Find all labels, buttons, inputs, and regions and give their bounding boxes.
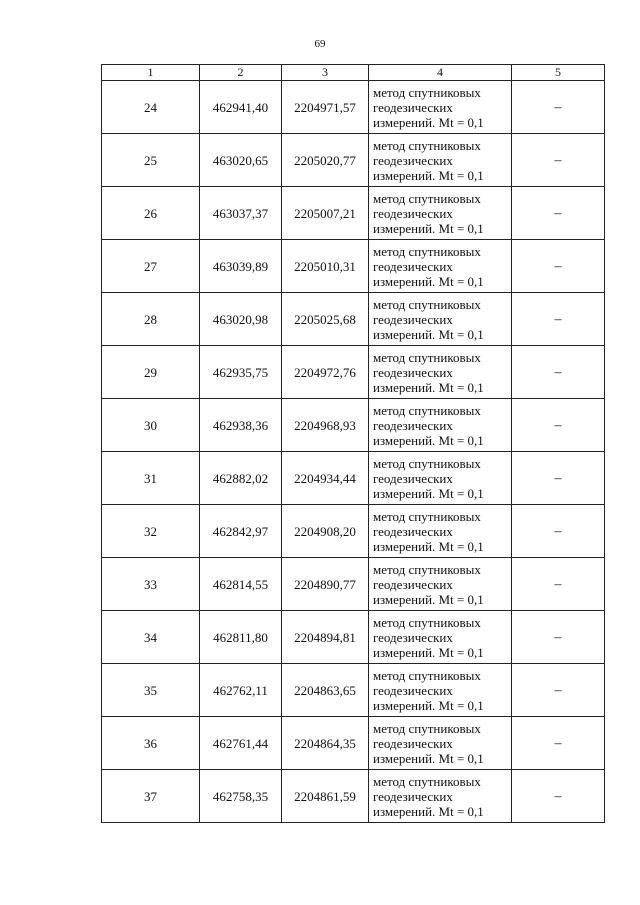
table-row xyxy=(102,664,605,717)
method-line: измерений. Mt = 0,1 xyxy=(373,379,484,395)
y-coordinate-cell: 2204908,20 xyxy=(282,505,369,558)
x-coordinate-cell: 462761,44 xyxy=(200,717,282,770)
x-coordinate-cell: 463039,89 xyxy=(200,240,282,293)
method-line: измерений. Mt = 0,1 xyxy=(373,803,484,819)
x-coordinate-cell: 462882,02 xyxy=(200,452,282,505)
method-line: измерений. Mt = 0,1 xyxy=(373,326,484,342)
point-number-cell: 34 xyxy=(102,611,200,664)
method-line: геодезических xyxy=(373,682,453,698)
table-row xyxy=(102,611,605,664)
x-coordinate-cell: 463020,98 xyxy=(200,293,282,346)
point-number-cell: 36 xyxy=(102,717,200,770)
point-number-cell: 24 xyxy=(102,81,200,134)
table-row xyxy=(102,187,605,240)
method-line: геодезических xyxy=(373,258,453,274)
method-cell xyxy=(369,240,512,293)
note-cell: – xyxy=(512,452,605,505)
method-cell xyxy=(369,558,512,611)
method-line: геодезических xyxy=(373,364,453,380)
method-line: метод спутниковых xyxy=(373,296,481,312)
method-cell xyxy=(369,134,512,187)
method-line: геодезических xyxy=(373,205,453,221)
method-cell xyxy=(369,81,512,134)
method-line: метод спутниковых xyxy=(373,773,481,789)
method-line: метод спутниковых xyxy=(373,349,481,365)
column-header: 4 xyxy=(369,65,512,81)
method-cell xyxy=(369,293,512,346)
table-row xyxy=(102,505,605,558)
method-line: геодезических xyxy=(373,470,453,486)
y-coordinate-cell: 2204861,59 xyxy=(282,770,369,823)
method-line: измерений. Mt = 0,1 xyxy=(373,538,484,554)
method-line: метод спутниковых xyxy=(373,84,481,100)
point-number-cell: 37 xyxy=(102,770,200,823)
point-number-cell: 31 xyxy=(102,452,200,505)
note-cell: – xyxy=(512,346,605,399)
method-line: геодезических xyxy=(373,629,453,645)
x-coordinate-cell: 462938,36 xyxy=(200,399,282,452)
method-line: метод спутниковых xyxy=(373,137,481,153)
table-header-row xyxy=(102,65,605,81)
column-header: 5 xyxy=(512,65,605,81)
note-cell: – xyxy=(512,505,605,558)
note-cell: – xyxy=(512,81,605,134)
method-line: измерений. Mt = 0,1 xyxy=(373,644,484,660)
table-row xyxy=(102,240,605,293)
method-cell xyxy=(369,452,512,505)
method-line: измерений. Mt = 0,1 xyxy=(373,485,484,501)
table-row xyxy=(102,770,605,823)
method-line: геодезических xyxy=(373,576,453,592)
y-coordinate-cell: 2205010,31 xyxy=(282,240,369,293)
note-cell: – xyxy=(512,664,605,717)
note-cell: – xyxy=(512,399,605,452)
y-coordinate-cell: 2205025,68 xyxy=(282,293,369,346)
x-coordinate-cell: 462811,80 xyxy=(200,611,282,664)
y-coordinate-cell: 2204971,57 xyxy=(282,81,369,134)
x-coordinate-cell: 462842,97 xyxy=(200,505,282,558)
method-line: метод спутниковых xyxy=(373,614,481,630)
point-number-cell: 30 xyxy=(102,399,200,452)
column-header: 1 xyxy=(102,65,200,81)
method-line: метод спутниковых xyxy=(373,667,481,683)
note-cell: – xyxy=(512,770,605,823)
table-row xyxy=(102,81,605,134)
y-coordinate-cell: 2204972,76 xyxy=(282,346,369,399)
note-cell: – xyxy=(512,558,605,611)
method-line: измерений. Mt = 0,1 xyxy=(373,750,484,766)
method-line: измерений. Mt = 0,1 xyxy=(373,591,484,607)
method-line: измерений. Mt = 0,1 xyxy=(373,220,484,236)
point-number-cell: 33 xyxy=(102,558,200,611)
method-cell xyxy=(369,505,512,558)
method-line: измерений. Mt = 0,1 xyxy=(373,432,484,448)
method-cell xyxy=(369,399,512,452)
column-header: 3 xyxy=(282,65,369,81)
x-coordinate-cell: 462758,35 xyxy=(200,770,282,823)
method-line: геодезических xyxy=(373,735,453,751)
note-cell: – xyxy=(512,240,605,293)
table-row xyxy=(102,558,605,611)
method-line: геодезических xyxy=(373,311,453,327)
y-coordinate-cell: 2204863,65 xyxy=(282,664,369,717)
point-number-cell: 26 xyxy=(102,187,200,240)
method-line: измерений. Mt = 0,1 xyxy=(373,273,484,289)
method-line: метод спутниковых xyxy=(373,561,481,577)
method-line: измерений. Mt = 0,1 xyxy=(373,114,484,130)
method-line: метод спутниковых xyxy=(373,455,481,471)
x-coordinate-cell: 463020,65 xyxy=(200,134,282,187)
note-cell: – xyxy=(512,134,605,187)
point-number-cell: 29 xyxy=(102,346,200,399)
method-line: метод спутниковых xyxy=(373,243,481,259)
method-line: геодезических xyxy=(373,417,453,433)
x-coordinate-cell: 462941,40 xyxy=(200,81,282,134)
method-cell xyxy=(369,770,512,823)
method-line: метод спутниковых xyxy=(373,720,481,736)
point-number-cell: 28 xyxy=(102,293,200,346)
y-coordinate-cell: 2204894,81 xyxy=(282,611,369,664)
method-cell xyxy=(369,664,512,717)
table-row xyxy=(102,452,605,505)
column-header: 2 xyxy=(200,65,282,81)
method-line: геодезических xyxy=(373,99,453,115)
y-coordinate-cell: 2205020,77 xyxy=(282,134,369,187)
method-cell xyxy=(369,346,512,399)
y-coordinate-cell: 2204864,35 xyxy=(282,717,369,770)
method-line: геодезических xyxy=(373,788,453,804)
method-line: геодезических xyxy=(373,523,453,539)
x-coordinate-cell: 462762,11 xyxy=(200,664,282,717)
point-number-cell: 32 xyxy=(102,505,200,558)
note-cell: – xyxy=(512,187,605,240)
x-coordinate-cell: 462935,75 xyxy=(200,346,282,399)
table-row xyxy=(102,717,605,770)
table-row xyxy=(102,134,605,187)
point-number-cell: 35 xyxy=(102,664,200,717)
point-number-cell: 27 xyxy=(102,240,200,293)
point-number-cell: 25 xyxy=(102,134,200,187)
table-row xyxy=(102,399,605,452)
x-coordinate-cell: 462814,55 xyxy=(200,558,282,611)
x-coordinate-cell: 463037,37 xyxy=(200,187,282,240)
note-cell: – xyxy=(512,293,605,346)
method-cell xyxy=(369,187,512,240)
method-cell xyxy=(369,717,512,770)
method-line: метод спутниковых xyxy=(373,190,481,206)
method-cell xyxy=(369,611,512,664)
method-line: метод спутниковых xyxy=(373,402,481,418)
method-line: измерений. Mt = 0,1 xyxy=(373,697,484,713)
y-coordinate-cell: 2205007,21 xyxy=(282,187,369,240)
table-row xyxy=(102,346,605,399)
coordinates-table xyxy=(101,64,605,823)
method-line: геодезических xyxy=(373,152,453,168)
y-coordinate-cell: 2204890,77 xyxy=(282,558,369,611)
y-coordinate-cell: 2204968,93 xyxy=(282,399,369,452)
method-line: измерений. Mt = 0,1 xyxy=(373,167,484,183)
method-line: метод спутниковых xyxy=(373,508,481,524)
note-cell: – xyxy=(512,611,605,664)
y-coordinate-cell: 2204934,44 xyxy=(282,452,369,505)
table-row xyxy=(102,293,605,346)
note-cell: – xyxy=(512,717,605,770)
page-number: 69 xyxy=(314,38,326,50)
